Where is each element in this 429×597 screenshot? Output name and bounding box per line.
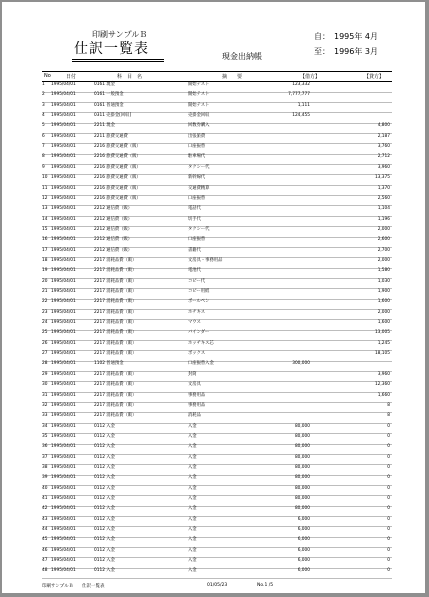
row-credit: 0 [387, 537, 390, 543]
row-date: 1995/04/01 [51, 464, 76, 470]
row-date: 1995/04/01 [51, 568, 76, 574]
row-date: 1995/04/01 [51, 320, 76, 326]
row-account: 0112 入金 [94, 558, 115, 564]
row-date: 1995/04/01 [51, 547, 76, 553]
row-description: 電池代 [188, 268, 201, 274]
row-description: 売掛金回収 [188, 113, 210, 119]
row-no: 9 [42, 164, 45, 170]
row-description: 書籍代 [188, 247, 201, 253]
row-date: 1995/04/01 [51, 289, 76, 294]
row-no: 42 [42, 506, 48, 512]
row-credit: 2,700 [377, 247, 390, 253]
row-credit: 2,560 [377, 195, 390, 201]
row-account: 0112 入金 [94, 423, 115, 429]
row-account: 1102 普通預金 [94, 361, 124, 367]
row-account: 2212 通信費（販） [94, 247, 133, 253]
row-description: ホッチキス芯 [188, 340, 214, 346]
row-account: 2217 消耗品費（販） [94, 351, 137, 357]
row-date: 1995/04/01 [51, 154, 76, 160]
row-debit: 6,000 [297, 558, 310, 564]
row-credit: 0 [387, 527, 390, 533]
row-debit: 7,777,777 [288, 92, 310, 98]
row-no: 4 [42, 113, 45, 119]
row-credit: 0 [387, 464, 390, 470]
row-description: 新幹線代 [188, 175, 206, 181]
row-credit: 0 [387, 547, 390, 553]
row-account: 2212 通信費（販） [94, 216, 133, 222]
row-description: ボックス [188, 351, 206, 357]
row-no: 1 [42, 82, 45, 87]
row-no: 23 [42, 309, 48, 315]
row-debit: 80,000 [294, 433, 310, 439]
row-date: 1995/04/01 [51, 485, 76, 491]
row-no: 34 [42, 423, 48, 429]
row-account: 2217 消耗品費（販） [94, 309, 137, 315]
row-description: バインダー [188, 330, 210, 336]
row-credit: 13,375 [374, 175, 390, 181]
row-credit: 2,600 [377, 237, 390, 243]
col-debit: 【借方】 [300, 74, 321, 80]
row-date: 1995/04/01 [51, 185, 76, 191]
row-debit: 80,000 [294, 423, 310, 429]
row-date: 1995/04/01 [51, 175, 76, 181]
row-description: 出張旅費 [188, 133, 206, 139]
row-date: 1995/04/01 [51, 423, 76, 429]
row-description: コピー代 [188, 278, 206, 284]
row-credit: 0 [387, 433, 390, 439]
row-credit: 1,900 [377, 289, 390, 294]
row-credit: 1,580 [377, 268, 390, 274]
row-date: 1995/04/01 [51, 516, 76, 522]
row-no: 22 [42, 299, 48, 305]
row-date: 1995/04/01 [51, 195, 76, 201]
row-account: 2217 消耗品費（販） [94, 320, 137, 326]
row-credit: 4,800 [377, 123, 390, 129]
row-date: 1995/04/01 [51, 537, 76, 543]
row-account: 2217 消耗品費（販） [94, 330, 137, 336]
row-description: 入金 [188, 568, 197, 574]
row-no: 38 [42, 464, 48, 470]
row-account: 2217 消耗品費（販） [94, 371, 137, 377]
row-credit: 0 [387, 496, 390, 501]
row-description: 口座振替 [188, 144, 206, 150]
row-debit: 80,000 [294, 485, 310, 491]
row-no: 28 [42, 361, 48, 367]
row-account: 0112 入金 [94, 568, 115, 574]
column-header [42, 72, 392, 81]
row-credit: 0 [387, 485, 390, 491]
row-account: 2217 消耗品費（販） [94, 257, 137, 263]
row-debit: 300,000 [292, 361, 310, 367]
row-no: 19 [42, 268, 48, 274]
row-date: 1995/04/01 [51, 382, 76, 388]
row-description: 入金 [188, 506, 197, 512]
row-credit: 2,000 [377, 309, 390, 315]
row-account: 0112 入金 [94, 506, 115, 512]
row-description: 入金 [188, 537, 197, 543]
row-no: 24 [42, 320, 48, 326]
row-date: 1995/04/01 [51, 237, 76, 243]
row-credit: 1,660 [377, 392, 390, 398]
row-account: 0112 入金 [94, 516, 115, 522]
col-no: No [44, 73, 51, 79]
row-date: 1995/04/01 [51, 226, 76, 232]
title-underline-2 [72, 61, 164, 62]
footer-company: 印刷サンプルＢ [42, 584, 74, 589]
row-no: 31 [42, 392, 48, 398]
row-date: 1995/04/01 [51, 527, 76, 533]
row-account: 2217 消耗品費（販） [94, 299, 137, 305]
row-no: 8 [42, 154, 45, 160]
row-description: 入金 [188, 527, 197, 533]
row-description: 入金 [188, 423, 197, 429]
row-description: ホチキス [188, 309, 206, 315]
row-credit: 12,360 [374, 382, 390, 388]
row-description: 入金 [188, 475, 197, 481]
report-title: 仕訳一覧表 [74, 41, 149, 57]
row-no: 48 [42, 568, 48, 574]
row-description: 開始テスト [188, 92, 210, 98]
row-description: 口座振替入金 [188, 361, 214, 367]
row-credit: 8 [387, 402, 390, 408]
row-account: 0112 入金 [94, 537, 115, 543]
row-credit: 1,600 [377, 320, 390, 326]
row-description: 入金 [188, 485, 197, 491]
row-account: 0112 入金 [94, 444, 115, 450]
row-no: 15 [42, 226, 48, 232]
row-no: 44 [42, 527, 48, 533]
row-no: 11 [42, 185, 48, 191]
row-description: マウス [188, 320, 201, 326]
row-date: 1995/04/01 [51, 392, 76, 398]
row-debit: 124,455 [292, 113, 310, 119]
row-description: 切手代 [188, 216, 201, 222]
row-date: 1995/04/01 [51, 413, 76, 419]
row-date: 1995/04/01 [51, 257, 76, 263]
row-date: 1995/04/01 [51, 82, 76, 87]
row-account: 0112 入金 [94, 547, 115, 553]
row-description: 入金 [188, 516, 197, 522]
col-date: 日付 [66, 74, 77, 80]
row-date: 1995/04/01 [51, 247, 76, 253]
row-date: 1995/04/01 [51, 433, 76, 439]
row-description: 文房具・事務用品 [188, 257, 223, 263]
row-date: 1995/04/01 [51, 268, 76, 274]
row-debit: 123,332 [292, 82, 310, 87]
row-account: 0161 一般預金 [94, 92, 124, 98]
row-debit: 80,000 [294, 475, 310, 481]
row-credit: 3,760 [377, 144, 390, 150]
row-credit: 0 [387, 423, 390, 429]
row-divider [42, 578, 392, 579]
row-account: 0112 入金 [94, 496, 115, 501]
row-no: 5 [42, 123, 45, 129]
row-debit: 6,000 [297, 516, 310, 522]
row-credit: 0 [387, 475, 390, 481]
row-description: 入金 [188, 558, 197, 564]
row-description: タクシー代 [188, 226, 210, 232]
row-debit: 6,000 [297, 568, 310, 574]
row-date: 1995/04/01 [51, 402, 76, 408]
row-description: 入金 [188, 444, 197, 450]
row-debit: 6,000 [297, 527, 310, 533]
title-underline [72, 59, 164, 60]
row-date: 1995/04/01 [51, 330, 76, 336]
row-account: 2211 旅費交通費 [94, 133, 128, 139]
row-credit: 2,000 [377, 257, 390, 263]
row-description: 開始テスト [188, 102, 210, 108]
row-account: 2216 旅費交通費（販） [94, 154, 141, 160]
report-subtitle: 現金出納帳 [222, 52, 262, 61]
row-account: 2217 消耗品費（販） [94, 268, 137, 274]
row-no: 3 [42, 102, 45, 108]
row-account: 2217 消耗品費（販） [94, 392, 137, 398]
row-date: 1995/04/01 [51, 92, 76, 98]
row-account: 0311 売掛金[回収] [94, 113, 132, 119]
row-credit: 0 [387, 558, 390, 564]
row-account: 0112 入金 [94, 433, 115, 439]
row-no: 20 [42, 278, 48, 284]
row-account: 0112 入金 [94, 475, 115, 481]
row-credit: 3,960 [377, 371, 390, 377]
row-account: 2212 通信費（販） [94, 226, 133, 232]
row-description: 入金 [188, 496, 197, 501]
row-no: 32 [42, 402, 48, 408]
row-no: 10 [42, 175, 48, 181]
row-credit: 0 [387, 444, 390, 450]
row-no: 25 [42, 330, 48, 336]
row-credit: 2,187 [377, 133, 390, 139]
row-date: 1995/04/01 [51, 278, 76, 284]
row-account: 2217 消耗品費（販） [94, 382, 137, 388]
row-account: 0112 入金 [94, 454, 115, 460]
row-debit: 80,000 [294, 444, 310, 450]
row-account: 2216 旅費交通費（販） [94, 164, 141, 170]
row-description: タクシー代 [188, 164, 210, 170]
row-account: 0161 現金 [94, 82, 115, 87]
row-credit: 2,712 [377, 154, 390, 160]
row-debit: 80,000 [294, 496, 310, 501]
row-description: 消耗品 [188, 413, 201, 419]
row-description: 封筒 [188, 371, 197, 377]
row-debit: 80,000 [294, 506, 310, 512]
company-name: 印刷サンプルＢ [92, 30, 148, 39]
row-description: 事務用品 [188, 392, 206, 398]
row-account: 2212 通信費（販） [94, 206, 133, 212]
row-description: 口座振替 [188, 195, 206, 201]
row-account: 2217 消耗品費（販） [94, 340, 137, 346]
row-date: 1995/04/01 [51, 123, 76, 129]
row-debit: 80,000 [294, 454, 310, 460]
row-date: 1995/04/01 [51, 340, 76, 346]
row-date: 1995/04/01 [51, 299, 76, 305]
row-no: 27 [42, 351, 48, 357]
row-description: 電話代 [188, 206, 201, 212]
row-date: 1995/04/01 [51, 216, 76, 222]
row-credit: 1,196 [377, 216, 390, 222]
row-account: 0161 普通預金 [94, 102, 124, 108]
row-date: 1995/04/01 [51, 206, 76, 212]
row-no: 14 [42, 216, 48, 222]
row-date: 1995/04/01 [51, 558, 76, 564]
row-no: 30 [42, 382, 48, 388]
row-description: 入金 [188, 433, 197, 439]
row-no: 39 [42, 475, 48, 481]
row-credit: 0 [387, 454, 390, 460]
row-credit: 18,105 [374, 351, 390, 357]
row-date: 1995/04/01 [51, 444, 76, 450]
row-no: 43 [42, 516, 48, 522]
row-credit: 1,104 [377, 206, 390, 212]
row-description: 文房具 [188, 382, 201, 388]
row-description: 入金 [188, 464, 197, 470]
footer-title: 仕訳一覧表 [82, 584, 105, 589]
row-date: 1995/04/01 [51, 361, 76, 367]
row-no: 17 [42, 247, 48, 253]
row-no: 36 [42, 444, 48, 450]
row-description: 入金 [188, 454, 197, 460]
row-debit: 6,000 [297, 537, 310, 543]
row-account: 0112 入金 [94, 527, 115, 533]
row-no: 33 [42, 413, 48, 419]
footer-date: 01/05/23 [207, 583, 228, 588]
row-credit: 0 [387, 516, 390, 522]
row-date: 1995/04/01 [51, 102, 76, 108]
row-no: 16 [42, 237, 48, 243]
row-description: ボールペン [188, 299, 210, 305]
row-no: 45 [42, 537, 48, 543]
row-no: 29 [42, 371, 48, 377]
row-account: 2217 消耗品費（販） [94, 278, 137, 284]
row-account: 2217 消耗品費（販） [94, 289, 137, 294]
row-credit: 0 [387, 568, 390, 574]
col-description: 摘 要 [222, 74, 243, 80]
row-credit: 13,005 [374, 330, 390, 336]
row-no: 40 [42, 485, 48, 491]
row-debit: 80,000 [294, 464, 310, 470]
row-account: 2216 旅費交通費（販） [94, 175, 141, 181]
row-credit: 1,370 [377, 185, 390, 191]
row-no: 6 [42, 133, 45, 139]
row-account: 2217 消耗品費（販） [94, 402, 137, 408]
row-description: 開始テスト [188, 82, 210, 87]
row-no: 13 [42, 206, 48, 212]
row-credit: 1,245 [377, 340, 390, 346]
row-date: 1995/04/01 [51, 113, 76, 119]
row-credit: 2,000 [377, 226, 390, 232]
row-description: 交通費精算 [188, 185, 210, 191]
col-account: 科 目 名 [117, 74, 143, 80]
row-account: 2217 消耗品費（販） [94, 413, 137, 419]
report-page [2, 2, 425, 593]
row-account: 2216 旅費交通費（販） [94, 195, 141, 201]
row-credit: 1,030 [377, 278, 390, 284]
row-date: 1995/04/01 [51, 309, 76, 315]
row-no: 26 [42, 340, 48, 346]
row-date: 1995/04/01 [51, 144, 76, 150]
row-account: 2216 旅費交通費（販） [94, 185, 141, 191]
row-description: 駐車場代 [188, 154, 206, 160]
row-account: 2216 旅費交通費（販） [94, 144, 141, 150]
row-date: 1995/04/01 [51, 133, 76, 139]
row-debit: 1,111 [297, 102, 310, 108]
row-date: 1995/04/01 [51, 506, 76, 512]
row-date: 1995/04/01 [51, 371, 76, 377]
row-no: 18 [42, 257, 48, 263]
row-credit: 8 [387, 413, 390, 419]
row-account: 2211 現金 [94, 123, 115, 129]
row-no: 2 [42, 92, 45, 98]
row-date: 1995/04/01 [51, 164, 76, 170]
row-date: 1995/04/01 [51, 454, 76, 460]
footer-page: No.1 /5 [257, 583, 274, 588]
row-description: コピー用紙 [188, 289, 210, 294]
row-no: 21 [42, 289, 48, 294]
row-account: 0112 入金 [94, 485, 115, 491]
row-date: 1995/04/01 [51, 475, 76, 481]
period-from: 自： 1995年 4月 [314, 32, 378, 41]
row-no: 7 [42, 144, 45, 150]
col-credit: 【貸方】 [364, 74, 385, 80]
row-no: 41 [42, 496, 48, 501]
row-debit: 6,000 [297, 547, 310, 553]
row-description: 入金 [188, 547, 197, 553]
row-date: 1995/04/01 [51, 351, 76, 357]
period-to: 至： 1996年 3月 [314, 47, 378, 56]
row-no: 37 [42, 454, 48, 460]
row-account: 0112 入金 [94, 464, 115, 470]
row-no: 35 [42, 433, 48, 439]
row-no: 46 [42, 547, 48, 553]
row-date: 1995/04/01 [51, 496, 76, 501]
row-credit: 0 [387, 506, 390, 512]
row-account: 2212 通信費（販） [94, 237, 133, 243]
row-description: 口座振替 [188, 237, 206, 243]
row-credit: 3,960 [377, 164, 390, 170]
row-description: 回数券購入 [188, 123, 210, 129]
row-no: 47 [42, 558, 48, 564]
row-no: 12 [42, 195, 48, 201]
row-description: 事務用品 [188, 402, 206, 408]
row-credit: 1,600 [377, 299, 390, 305]
